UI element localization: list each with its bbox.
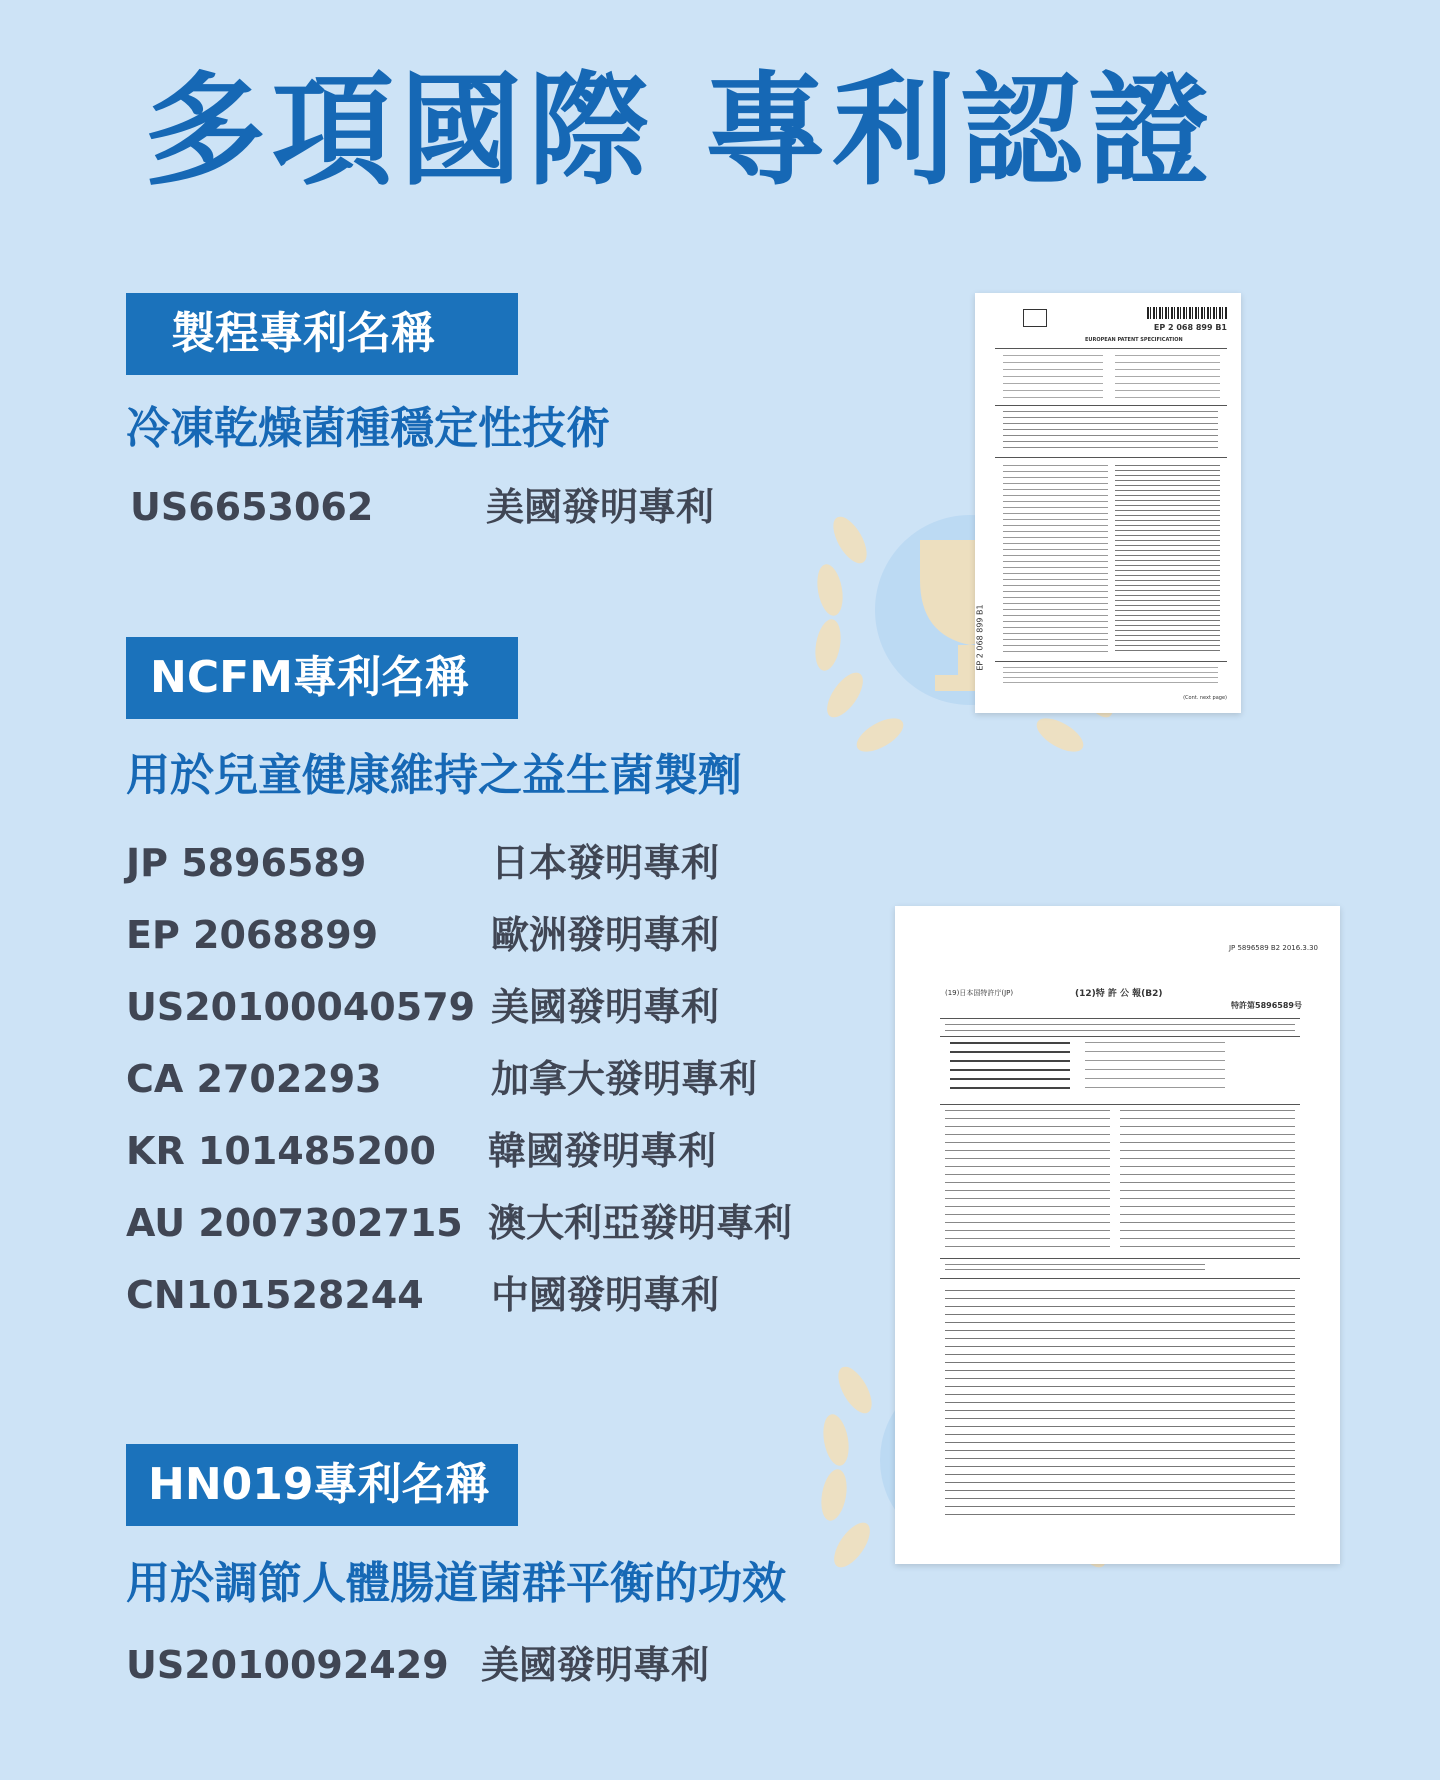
ep-text-block bbox=[1115, 355, 1220, 401]
patent-code: US20100040579 bbox=[126, 985, 476, 1029]
ep-heading: EUROPEAN PATENT SPECIFICATION bbox=[1085, 337, 1183, 343]
patent-type: 韓國發明專利 bbox=[488, 1129, 717, 1173]
ep-footer: (Cont. next page) bbox=[1183, 695, 1227, 701]
epo-logo-icon bbox=[1023, 309, 1047, 327]
jp-text-block bbox=[945, 1264, 1205, 1270]
ep-patent-document bbox=[975, 293, 1241, 713]
patent-code: KR 101485200 bbox=[126, 1129, 436, 1173]
jp-patent-no: 特許第5896589号 bbox=[1231, 1001, 1302, 1010]
patent-code: EP 2068899 bbox=[126, 913, 379, 957]
patent-code: AU 2007302715 bbox=[126, 1201, 463, 1245]
section-label-process: 製程專利名稱 bbox=[126, 293, 518, 375]
ep-text-block bbox=[1115, 465, 1220, 655]
patent-type: 加拿大發明專利 bbox=[491, 1057, 758, 1101]
patent-type: 日本發明專利 bbox=[491, 841, 720, 885]
patent-row bbox=[126, 485, 715, 529]
jp-text-block bbox=[1085, 1042, 1225, 1094]
page-title: 多項國際 專利認證 bbox=[143, 60, 1217, 202]
patent-row bbox=[126, 1273, 720, 1317]
barcode-icon bbox=[1147, 307, 1227, 319]
jp-text-block bbox=[945, 1290, 1295, 1520]
jp-text-block bbox=[945, 1110, 1110, 1250]
ep-number: EP 2 068 899 B1 bbox=[1153, 323, 1227, 332]
section-name-hn019: 用於調節人體腸道菌群平衡的功效 bbox=[126, 1558, 786, 1609]
patent-row bbox=[126, 1057, 758, 1101]
patent-code: CN101528244 bbox=[126, 1273, 424, 1317]
jp-office: (19)日本国特許庁(JP) bbox=[945, 989, 1014, 997]
jp-text-block bbox=[945, 1024, 1295, 1032]
patent-row bbox=[126, 1129, 717, 1173]
jp-patent-document bbox=[895, 906, 1340, 1564]
patent-row bbox=[126, 1643, 710, 1687]
ep-text-block bbox=[1003, 355, 1103, 401]
patent-type: 美國發明專利 bbox=[486, 485, 715, 529]
patent-code: CA 2702293 bbox=[126, 1057, 382, 1101]
patent-code: JP 5896589 bbox=[126, 841, 367, 885]
ep-text-block bbox=[1003, 667, 1218, 687]
patent-code: US6653062 bbox=[130, 485, 374, 529]
ep-text-block bbox=[1003, 411, 1218, 451]
section-name-process: 冷凍乾燥菌種穩定性技術 bbox=[126, 403, 610, 454]
patent-row bbox=[126, 841, 720, 885]
jp-number: JP 5896589 B2 2016.3.30 bbox=[1228, 944, 1318, 952]
section-label-ncfm: NCFM專利名稱 bbox=[126, 637, 518, 719]
section-label-hn019: HN019專利名稱 bbox=[126, 1444, 518, 1526]
section-name-ncfm: 用於兒童健康維持之益生菌製劑 bbox=[126, 750, 742, 801]
ep-side-number: EP 2 068 899 B1 bbox=[975, 604, 985, 671]
patent-type: 澳大利亞發明專利 bbox=[488, 1201, 793, 1245]
patent-type: 美國發明專利 bbox=[491, 985, 720, 1029]
patent-type: 美國發明專利 bbox=[481, 1643, 710, 1687]
jp-text-block bbox=[1120, 1110, 1295, 1250]
jp-kind: (12)特 許 公 報(B2) bbox=[1075, 989, 1163, 999]
patent-type: 歐洲發明專利 bbox=[491, 913, 720, 957]
patent-code: US2010092429 bbox=[126, 1643, 449, 1687]
patent-row bbox=[126, 913, 720, 957]
patent-type: 中國發明專利 bbox=[491, 1273, 720, 1317]
patent-row bbox=[126, 1201, 793, 1245]
patent-row bbox=[126, 985, 720, 1029]
ep-text-block bbox=[1003, 465, 1108, 655]
jp-text-block bbox=[950, 1042, 1070, 1094]
